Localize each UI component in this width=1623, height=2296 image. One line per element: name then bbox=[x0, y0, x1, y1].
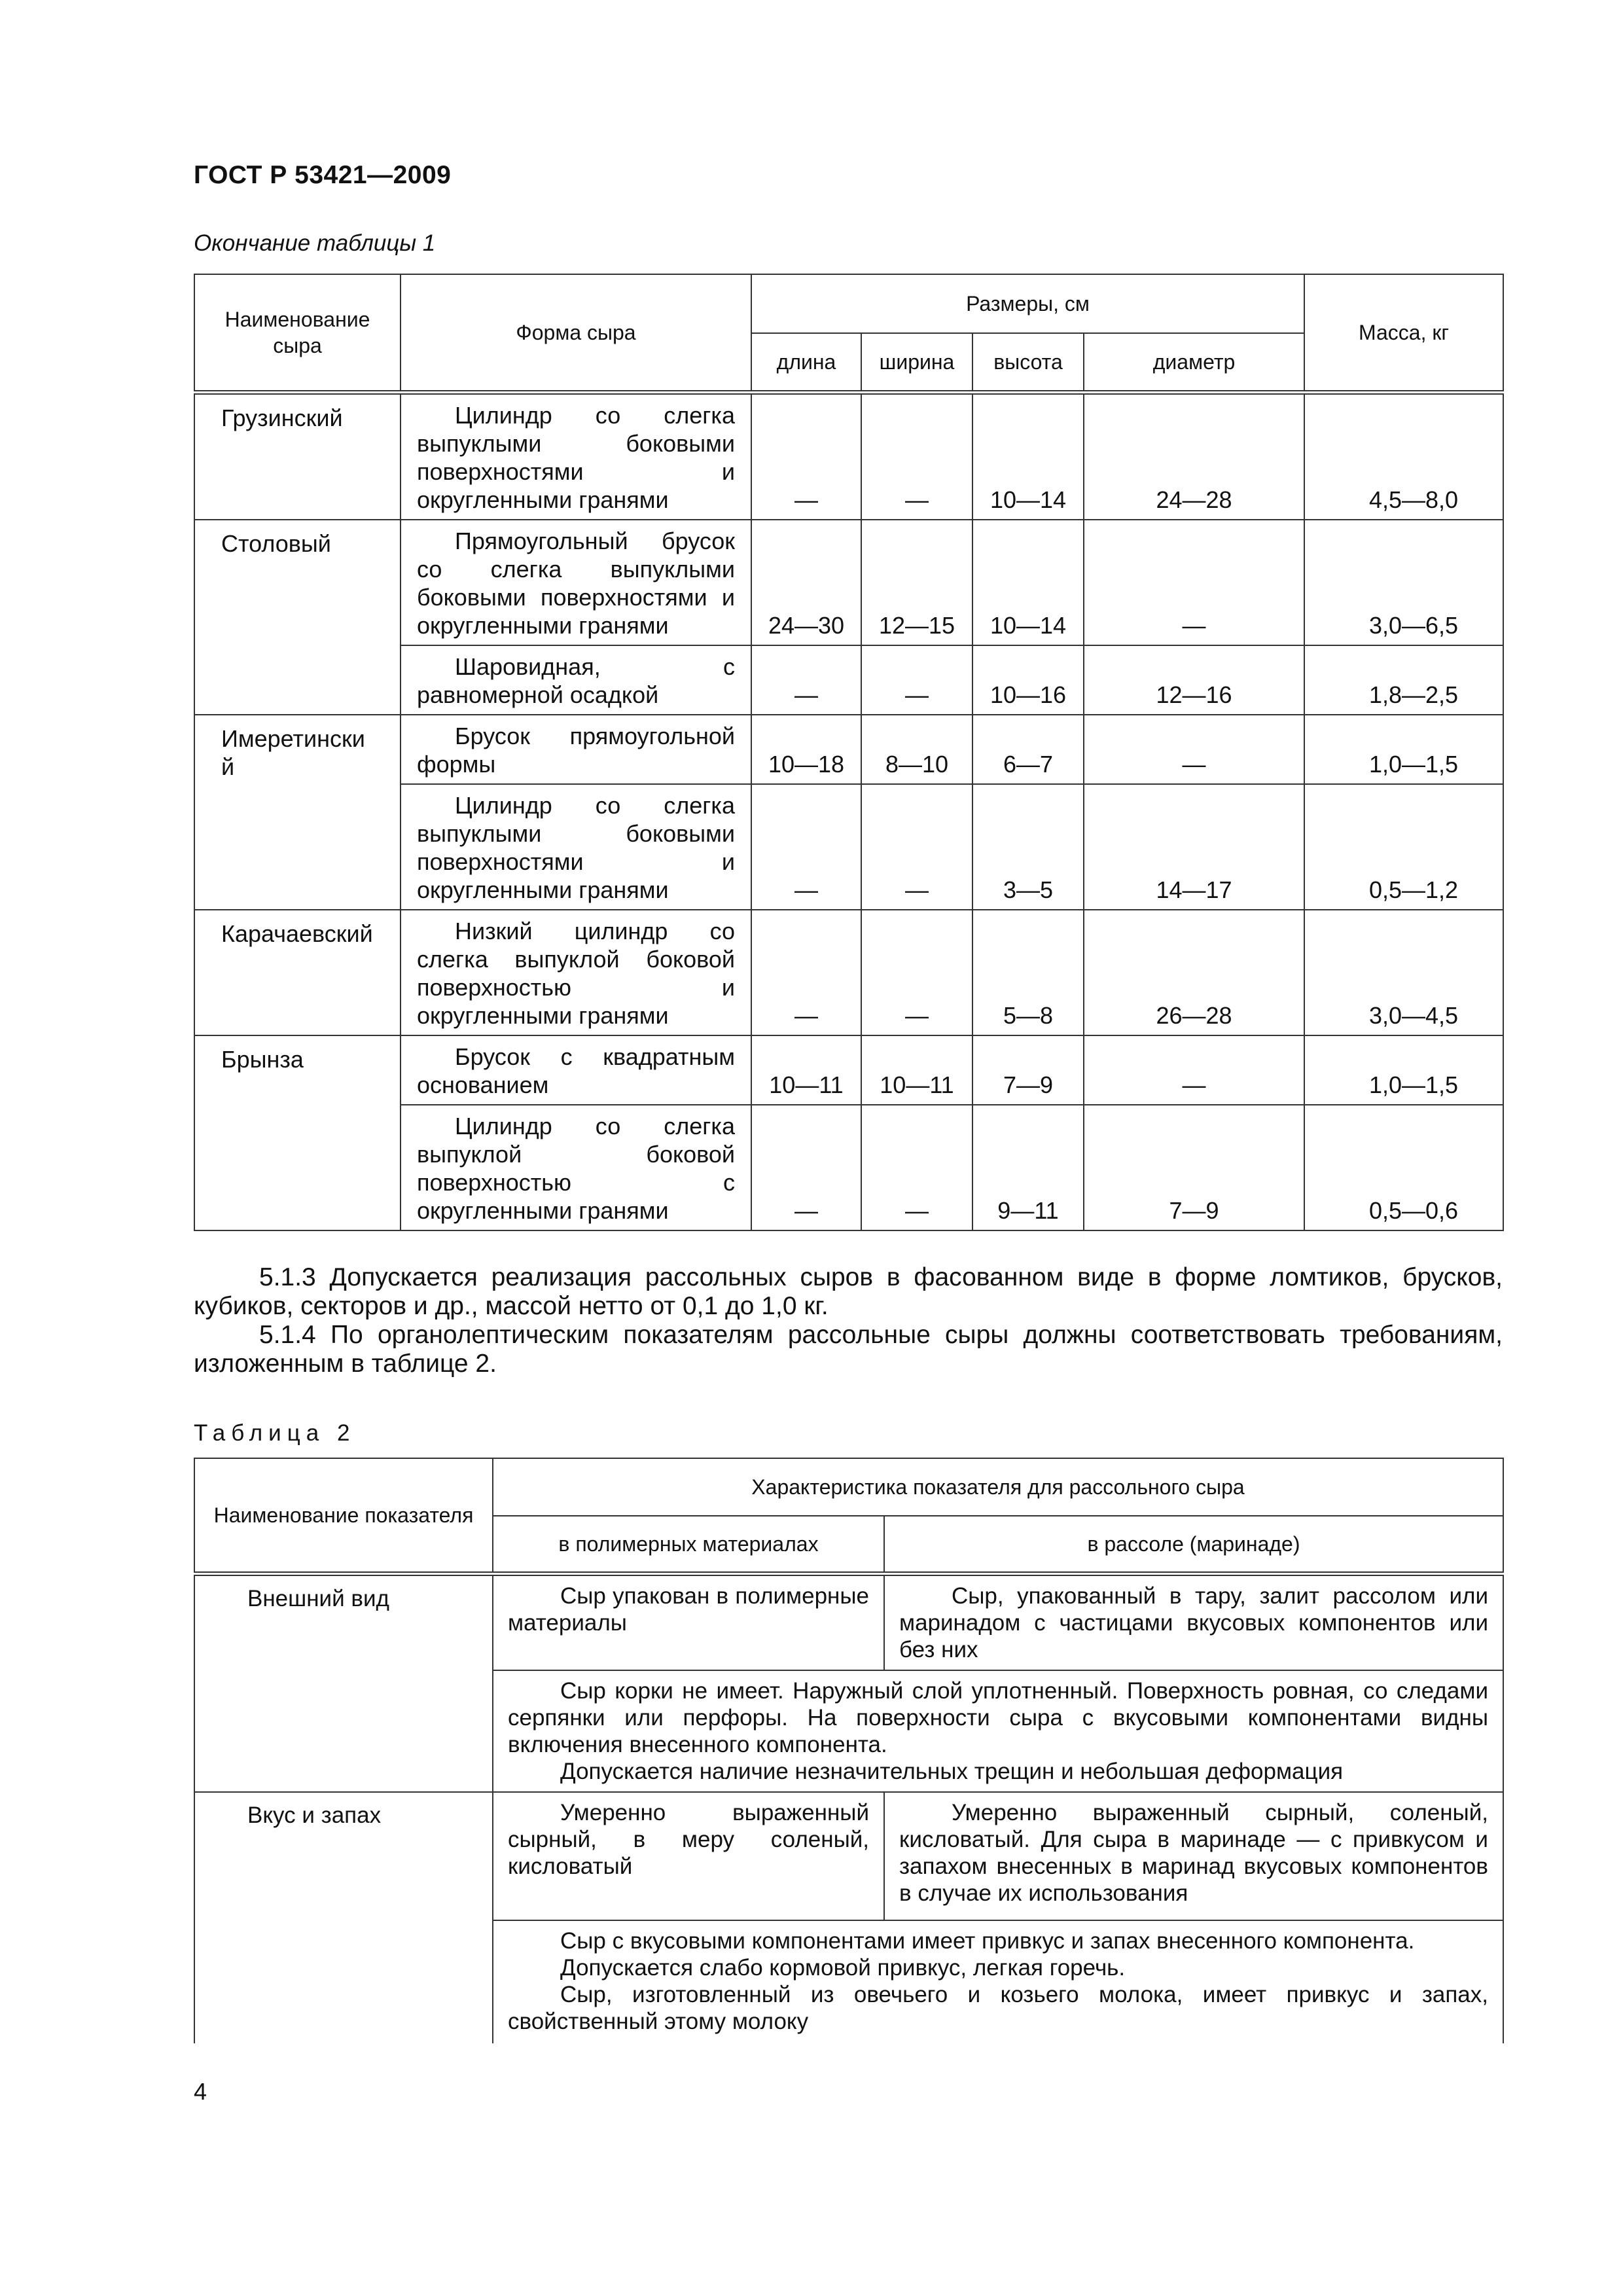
header-mass: Масса, кг bbox=[1304, 274, 1503, 392]
page-number: 4 bbox=[194, 2078, 207, 2105]
table-row bbox=[194, 392, 1503, 520]
height-value: 10—16 bbox=[972, 645, 1084, 715]
mass-value: 0,5—1,2 bbox=[1304, 784, 1503, 910]
paragraph-5-1-3: 5.1.3 Допускается реализация рассольных сыров в фасованном виде в форме ломтиков, брусков, кубиков, секторов и др., массой нетто от 0,1 до 1,0 кг. bbox=[194, 1263, 1503, 1320]
height-value: 5—8 bbox=[972, 910, 1084, 1035]
cheese-name: Столовый bbox=[194, 520, 401, 715]
length-value: — bbox=[751, 392, 861, 520]
width-value: 12—15 bbox=[861, 520, 972, 645]
cheese-form: Шаровидная, с равномерной осадкой bbox=[401, 645, 751, 715]
header-cheese-form: Форма сыра bbox=[401, 274, 751, 392]
length-value: — bbox=[751, 910, 861, 1035]
cheese-form: Цилиндр со слегка выпуклой боковой поверхностью с округленными гранями bbox=[401, 1105, 751, 1230]
cheese-form: Цилиндр со слегка выпуклыми боковыми поверхностями и округленными гранями bbox=[401, 784, 751, 910]
mass-value: 1,8—2,5 bbox=[1304, 645, 1503, 715]
header-brine: в рассоле (маринаде) bbox=[884, 1516, 1503, 1573]
common-text: Сыр с вкусовыми компонентами имеет привкус и запах внесенного компонента. Допускается слабо кормовой привкус, легкая горечь. Сыр, изготовленный из овечьего и козьего молока, имеет привкус и запах, свойственный этому молоку bbox=[493, 1920, 1503, 2043]
length-value: — bbox=[751, 1105, 861, 1230]
cheese-name: Имеретинский bbox=[194, 715, 401, 910]
brine-text: Сыр, упакованный в тару, залит рассолом или маринадом с частицами вкусовых компонентов или без них bbox=[884, 1573, 1503, 1670]
cheese-form: Брусок прямоугольной формы bbox=[401, 715, 751, 784]
table2-caption: Таблица 2 bbox=[194, 1420, 356, 1446]
diameter-value: — bbox=[1084, 715, 1304, 784]
width-value: — bbox=[861, 910, 972, 1035]
mass-value: 1,0—1,5 bbox=[1304, 1035, 1503, 1105]
common-text: Сыр корки не имеет. Наружный слой уплотненный. Поверхность ровная, со следами серпянки или перфоры. На поверхности сыра с вкусовыми компонентами видны включения внесенного компонента. Допускается наличие незначительных трещин и небольшая деформация bbox=[493, 1670, 1503, 1792]
mass-value: 3,0—6,5 bbox=[1304, 520, 1503, 645]
cheese-name: Карачаевский bbox=[194, 910, 401, 1035]
polymer-text: Умеренно выраженный сырный, в меру соленый, кисловатый bbox=[493, 1792, 884, 1920]
indicator-name: Внешний вид bbox=[194, 1573, 493, 1792]
width-value: — bbox=[861, 784, 972, 910]
diameter-value: 14—17 bbox=[1084, 784, 1304, 910]
width-value: — bbox=[861, 392, 972, 520]
table-row bbox=[194, 1035, 1503, 1105]
table-row bbox=[194, 715, 1503, 784]
width-value: 10—11 bbox=[861, 1035, 972, 1105]
table-row bbox=[194, 910, 1503, 1035]
height-value: 3—5 bbox=[972, 784, 1084, 910]
brine-text: Умеренно выраженный сырный, соленый, кисловатый. Для сыра в маринаде — с привкусом и запахом внесенных в маринад вкусовых компонентов в случае их использования bbox=[884, 1792, 1503, 1920]
header-length: длина bbox=[751, 333, 861, 392]
table1-caption: Окончание таблицы 1 bbox=[194, 230, 436, 256]
polymer-text: Сыр упакован в полимерные материалы bbox=[493, 1573, 884, 1670]
diameter-value: — bbox=[1084, 1035, 1304, 1105]
height-value: 9—11 bbox=[972, 1105, 1084, 1230]
cheese-dimensions-table bbox=[194, 274, 1504, 1231]
cheese-form: Низкий цилиндр со слегка выпуклой боковой поверхностью и округленными гранями bbox=[401, 910, 751, 1035]
width-value: 8—10 bbox=[861, 715, 972, 784]
length-value: 10—11 bbox=[751, 1035, 861, 1105]
indicator-name: Вкус и запах bbox=[194, 1792, 493, 2043]
cheese-form: Цилиндр со слегка выпуклыми боковыми поверхностями и округленными гранями bbox=[401, 392, 751, 520]
mass-value: 1,0—1,5 bbox=[1304, 715, 1503, 784]
diameter-value: 26—28 bbox=[1084, 910, 1304, 1035]
mass-value: 3,0—4,5 bbox=[1304, 910, 1503, 1035]
header-indicator: Наименование показателя bbox=[194, 1458, 493, 1573]
mass-value: 4,5—8,0 bbox=[1304, 392, 1503, 520]
cheese-name: Брынза bbox=[194, 1035, 401, 1230]
header-width: ширина bbox=[861, 333, 972, 392]
mass-value: 0,5—0,6 bbox=[1304, 1105, 1503, 1230]
paragraph-5-1-4: 5.1.4 По органолептическим показателям рассольные сыры должны соответствовать требованиям, изложенным в таблице 2. bbox=[194, 1321, 1503, 1378]
height-value: 10—14 bbox=[972, 392, 1084, 520]
header-sizes: Размеры, см bbox=[751, 274, 1304, 333]
organoleptic-table bbox=[194, 1458, 1504, 2043]
width-value: — bbox=[861, 1105, 972, 1230]
header-height: высота bbox=[972, 333, 1084, 392]
header-cheese-name: Наименование сыра bbox=[194, 274, 401, 392]
length-value: — bbox=[751, 645, 861, 715]
table-row bbox=[194, 1573, 1503, 1670]
length-value: 24—30 bbox=[751, 520, 861, 645]
diameter-value: 7—9 bbox=[1084, 1105, 1304, 1230]
table-row bbox=[194, 520, 1503, 645]
cheese-name: Грузинский bbox=[194, 392, 401, 520]
document-standard-title: ГОСТ Р 53421—2009 bbox=[194, 161, 452, 189]
height-value: 10—14 bbox=[972, 520, 1084, 645]
cheese-form: Брусок с квадратным основанием bbox=[401, 1035, 751, 1105]
cheese-form: Прямоугольный брусок со слегка выпуклыми боковыми поверхностями и округленными гранями bbox=[401, 520, 751, 645]
length-value: 10—18 bbox=[751, 715, 861, 784]
diameter-value: 12—16 bbox=[1084, 645, 1304, 715]
height-value: 6—7 bbox=[972, 715, 1084, 784]
length-value: — bbox=[751, 784, 861, 910]
body-text bbox=[194, 1263, 1503, 1378]
header-characteristic: Характеристика показателя для рассольного сыра bbox=[493, 1458, 1503, 1516]
header-diameter: диаметр bbox=[1084, 333, 1304, 392]
diameter-value: 24—28 bbox=[1084, 392, 1304, 520]
table-row bbox=[194, 1792, 1503, 1920]
height-value: 7—9 bbox=[972, 1035, 1084, 1105]
header-polymer: в полимерных материалах bbox=[493, 1516, 884, 1573]
diameter-value: — bbox=[1084, 520, 1304, 645]
width-value: — bbox=[861, 645, 972, 715]
